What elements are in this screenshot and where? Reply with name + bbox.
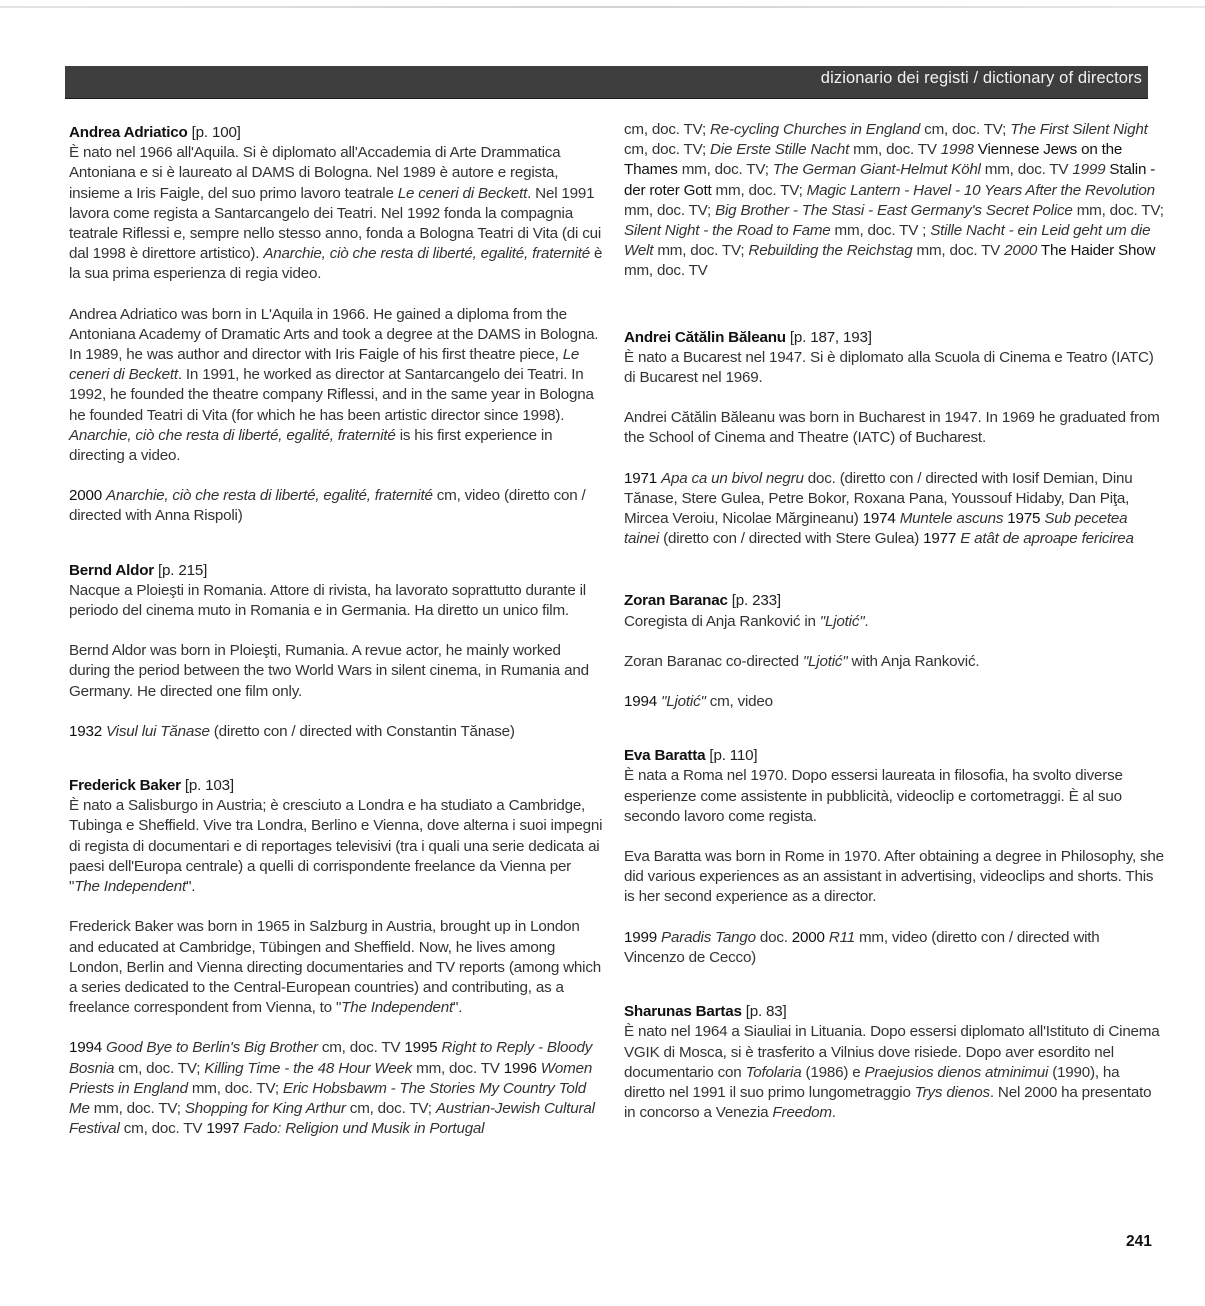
entry-italian	[624, 328, 1164, 389]
film-title: Praejusios dienos atminimui	[864, 1063, 1049, 1081]
film-details: mm, doc. TV;	[653, 242, 749, 260]
filmography	[624, 692, 1164, 712]
film-title: "Ljotić"	[661, 693, 706, 711]
film-title: Magic Lantern - Havel - 10 Years After the Revolution	[806, 181, 1155, 199]
film-title: Sub pecetea tainei	[624, 510, 1128, 548]
entry-english	[69, 641, 605, 702]
film-title: Right to Reply - Bloody Bosnia	[69, 1039, 593, 1077]
film-title: The First Silent Night	[1010, 121, 1148, 138]
bio-text: È nato nel 1964 a Siauliai in Lituania. Dopo essersi diplomato all'Istituto di Cinema VGIK di Mosca, si è trasferito a Vilnius dove risiede. Dopo aver esordito nel documentario con	[624, 1023, 1160, 1081]
entry-english	[69, 305, 605, 467]
director-entry	[624, 1002, 1164, 1123]
film-title: Trys dienos	[914, 1083, 990, 1101]
film-details: cm, doc. TV;	[345, 1099, 436, 1117]
bio-text: Coregista di Anja Ranković in	[624, 612, 820, 630]
entry-english	[624, 652, 1164, 672]
film-year: 1975	[1007, 510, 1041, 528]
director-name: Zoran Baranac	[624, 592, 728, 610]
film-title: Austrian-Jewish Cultural Festival	[69, 1099, 595, 1138]
film-title: Freedom	[772, 1104, 832, 1122]
film-details: cm, video	[705, 693, 773, 711]
film-title: Die Erste Stille Nacht	[710, 141, 850, 159]
film-title: Le ceneri di Beckett	[69, 346, 580, 384]
director-name: Bernd Aldor	[69, 561, 154, 579]
publication-title: The Independent	[341, 999, 453, 1017]
film-title: Killing Time - the 48 Hour Week	[204, 1059, 413, 1077]
film-year: 1997	[206, 1120, 240, 1138]
film-title: Shopping for King Arthur	[184, 1099, 346, 1117]
film-year: 1999	[624, 928, 657, 946]
left-column	[69, 123, 605, 1173]
film-title: Anarchie, ciò che resta di liberté, egalité, fraternité	[106, 487, 433, 505]
film-title: R11	[828, 928, 855, 946]
film-title: The German Giant-Helmut Köhl	[772, 161, 981, 179]
director-name: Andrea Adriatico	[69, 124, 188, 141]
filmography	[69, 486, 605, 526]
filmography	[69, 1038, 605, 1139]
bio-text: È nato nel 1966 all'Aquila. Si è diplomato all'Accademia di Arte Drammatica Antoniana e si è laureato al DAMS di Bologna. Nel 1989 è autore e regista, insieme a Iris Faigle, del suo primo lavoro teatrale	[69, 144, 561, 202]
entry-italian	[69, 561, 605, 622]
bio-text: Frederick Baker was born in 1965 in Salzburg in Austria, brought up in London and educated at Cambridge, Tübingen and Sheffield. Now, he lives among London, Berlin and Vienna directing documentaries and TV reports (among which a series dedicated to the Central-European countries) and contributing, as a freelance correspondent from Vienna, to "	[69, 918, 601, 1017]
entry-italian: Frederick Baker [p. 103] È nato a Salisburgo in Austria; è cresciuto a Londra e ha studiato a Cambridge, Tubinga e Sheffield. Vive tra Londra, Berlino e Vienna, dove alterna i suoi impegni di regista di documentari e di reportages televisivi (tra i quali una serie dedicata ai paesi dell'Europa centrale) a quelli di corrispondente freelance da Vienna per "The Independent".	[69, 777, 603, 896]
page-reference: [p. 100]	[191, 124, 241, 141]
bio-text: with Anja Ranković.	[847, 652, 980, 670]
film-title: Big Brother - The Stasi - East Germany's Secret Police	[715, 201, 1073, 219]
filmography-continued	[624, 120, 1164, 282]
film-title: Paradis Tango	[661, 928, 756, 946]
bio-text: Nacque a Ploieşti in Romania. Attore di rivista, ha lavorato soprattutto durante il periodo del cinema muto in Romania e in Germania. Ha diretto un unico film.	[69, 581, 586, 620]
film-title: Re-cycling Churches in England	[710, 121, 921, 138]
director-name: Andrei Cătălin Băleanu	[624, 328, 786, 346]
filmography	[624, 928, 1164, 968]
film-details: cm, doc. TV;	[624, 121, 711, 138]
top-rule	[0, 6, 1205, 8]
film-details: cm, doc. TV;	[114, 1059, 205, 1077]
page-reference: [p. 215]	[158, 561, 208, 579]
film-details: (diretto con / directed with Stere Gulea)	[659, 530, 924, 548]
film-details: cm, doc. TV;	[624, 141, 711, 159]
film-details: cm, doc. TV	[317, 1039, 405, 1057]
film-year: 2000	[791, 928, 825, 946]
page-reference: [p. 187, 193]	[789, 328, 872, 346]
director-entry	[624, 328, 1164, 550]
film-title: Le ceneri di Beckett	[397, 184, 528, 202]
entry-english	[624, 847, 1164, 908]
film-title: Eric Hobsbawm - The Stories My Country Told Me	[69, 1079, 587, 1117]
film-year: 1996	[503, 1059, 537, 1077]
film-title: Stille Nacht - ein Leid geht um die Welt	[624, 222, 1151, 260]
bio-text: Andrei Cătălin Băleanu was born in Bucharest in 1947. In 1969 he graduated from the School of Cinema and Theatre (IATC) of Bucharest.	[624, 409, 1160, 447]
filmography: cm, doc. TV; Re-cycling Churches in England cm, doc. TV; The First Silent Night cm, doc. TV; Die Erste Stille Nacht mm, doc. TV 1998 Viennese Jews on the Thames mm, doc. TV; The German Giant-Helmut Köhl mm, doc. TV 1999 Stalin - der roter Gott mm, doc. TV; Magic Lantern - Havel - 10 Years After the Revolution mm, doc. TV; Big Brother - The Stasi - East Germany's Secret Police mm, doc. TV; Silent Night - the Road to Fame mm, doc. TV ; Stille Nacht - ein Leid geht um die Welt mm, doc. TV; Rebuilding the Reichstag mm, doc. TV 2000 The Haider Show mm, doc. TV	[624, 121, 1164, 280]
entry-italian	[624, 746, 1164, 827]
film-title: Anarchie, ciò che resta di liberté, egalité, fraternité	[69, 426, 396, 444]
film-title: Muntele ascuns	[899, 510, 1004, 528]
entry-italian: Sharunas Bartas [p. 83] È nato nel 1964 a Siauliai in Lituania. Dopo essersi diplomato all'Istituto di Cinema VGIK di Mosca, si è trasferito a Vilnius dove risiede. Dopo aver esordito nel documentario con Tofolaria (1986) e Praejusios dienos atminimui (1990), ha diretto nel 1991 il suo primo lungometraggio Trys dienos. Nel 2000 ha presentato in concorso a Venezia Freedom.	[624, 1003, 1160, 1122]
director-name: Sharunas Bartas	[624, 1003, 742, 1021]
film-details: cm, doc. TV;	[920, 121, 1011, 138]
section-title: dizionario dei registi / dictionary of directors	[820, 69, 1142, 87]
film-details: mm, video (diretto con / directed with Vincenzo de Cecco)	[624, 928, 1100, 966]
film-year: 2000	[69, 487, 102, 505]
director-entry	[624, 591, 1164, 712]
film-title: Women Priests in England	[69, 1059, 593, 1097]
film-details: mm, doc. TV	[849, 141, 941, 159]
film-year: 1994	[624, 693, 657, 711]
film-details: cm, doc. TV	[119, 1120, 207, 1138]
film-title: Tofolaria	[745, 1063, 802, 1081]
film-title: E atât de aproape fericirea	[960, 530, 1134, 548]
film-year: The Haider Show	[1040, 242, 1156, 260]
film-year: 1995	[404, 1039, 438, 1057]
page-number: 241	[1126, 1233, 1152, 1250]
film-details: doc.	[755, 928, 792, 946]
film-details: mm, doc. TV	[412, 1059, 504, 1077]
filmography	[624, 469, 1164, 550]
director-entry	[69, 776, 605, 1139]
director-name: Frederick Baker	[69, 777, 181, 795]
entry-english	[624, 408, 1164, 448]
director-entry	[69, 561, 605, 742]
publication-title: The Independent	[74, 878, 187, 896]
film-details: mm, doc. TV	[912, 242, 1005, 260]
film-year: Viennese Jews on the Thames	[624, 141, 1123, 179]
film-title: Visul lui Tănase	[106, 722, 210, 740]
bio-text: È nato a Salisburgo in Austria; è cresciuto a Londra e ha studiato a Cambridge, Tubinga e Sheffield. Vive tra Londra, Berlino e Vienna, dove alterna i suoi impegni di regista di documentari e di reportages televisivi (tra i quali una serie dedicata ai paesi dell'Europa centrale) a quelli di corrispondente freelance da Vienna per "	[69, 797, 603, 896]
film-title: 2000	[1004, 242, 1038, 260]
film-title: Good Bye to Berlin's Big Brother	[106, 1039, 318, 1057]
page-reference: [p. 110]	[709, 747, 758, 765]
film-title: Fado: Religion und Musik in Portugal	[243, 1120, 485, 1138]
film-details: mm, doc. TV;	[187, 1079, 283, 1097]
right-column	[624, 120, 1164, 1157]
film-details: mm, doc. TV;	[624, 201, 716, 219]
section-header-band	[65, 66, 1148, 99]
film-details: mm, doc. TV ;	[830, 222, 931, 240]
bio-text: Bernd Aldor was born in Ploieşti, Rumania. A revue actor, he mainly worked during the period between the two World Wars in silent cinema, in Rumania and Germany. He directed one film only.	[69, 642, 589, 700]
film-title: Rebuilding the Reichstag	[748, 242, 913, 260]
film-details: mm, doc. TV	[980, 161, 1073, 179]
bio-text: (1986) e	[801, 1063, 865, 1081]
film-details: mm, doc. TV;	[1072, 201, 1164, 219]
page-reference: [p. 103]	[184, 777, 234, 795]
bio-text: è la sua prima esperienza di regia video.	[69, 245, 603, 283]
bio-text: (1990), ha diretto nel 1991 il suo primo lungometraggio	[624, 1063, 1120, 1101]
director-name: Eva Baratta	[624, 747, 706, 765]
film-title: "Ljotić"	[819, 612, 865, 630]
bio-text: . Nel 1991 lavora come regista a Santarcangelo dei Teatri. Nel 1992 fonda la compagnia teatrale Riflessi e, sempre nello stesso anno, fonda a Bologna Teatri di Vita (di cui dal 1998 è direttore artistico).	[69, 184, 602, 263]
director-entry	[624, 746, 1164, 968]
film-year: 1971	[624, 469, 657, 487]
filmography	[69, 722, 605, 742]
film-title: Silent Night - the Road to Fame	[624, 222, 831, 240]
film-title: Apa ca un bivol negru	[661, 469, 804, 487]
bio-text: Eva Baratta was born in Rome in 1970. After obtaining a degree in Philosophy, she did various experiences as an assistant in advertising, videoclips and shorts. This is her second experience as a director.	[624, 848, 1164, 906]
bio-text: . In 1991, he worked as director at Santarcangelo dei Teatri. In 1992, he founded the theatre company Riflessi, and in the same year in Bologna he founded Teatri di Vita (for which he has been artistic director since 1998).	[69, 366, 594, 424]
film-details: mm, doc. TV;	[89, 1099, 185, 1117]
director-entry	[69, 123, 605, 527]
entry-italian: Zoran Baranac [p. 233] Coregista di Anja Ranković in "Ljotić".	[624, 592, 869, 630]
film-title: Anarchie, ciò che resta di liberté, egalité, fraternité	[263, 245, 591, 263]
bio-text: È nata a Roma nel 1970. Dopo essersi laureata in filosofia, ha svolto diverse esperienze come assistente in pubblicità, videoclip e cortometraggi. È al suo secondo lavoro come regista.	[624, 767, 1123, 825]
bio-text: . Nel 2000 ha presentato in concorso a Venezia	[624, 1083, 1152, 1122]
film-year: 1932	[69, 722, 102, 740]
bio-text: Andrea Adriatico was born in L'Aquila in 1966. He gained a diploma from the Antoniana Academy of Dramatic Arts and took a degree at the DAMS in Bologna. In 1989, he was author and director with Iris Faigle of his first theatre piece,	[69, 305, 599, 364]
page-reference: [p. 233]	[731, 592, 781, 610]
film-year: 1994	[69, 1039, 102, 1057]
bio-text: is his first experience in directing a video.	[69, 426, 553, 465]
film-title: 1998	[940, 141, 974, 159]
film-year: Stalin - der roter Gott	[624, 161, 1156, 199]
film-title: "Ljotić"	[802, 652, 848, 670]
film-details: cm, video (diretto con / directed with Anna Rispoli)	[69, 487, 586, 525]
film-title: 1999	[1072, 161, 1106, 179]
film-details: doc. (diretto con / directed with Iosif Demian, Dinu Tănase, Stere Gulea, Petre Bokor, Roxana Pana, Youssouf Hidaby, Dan Piţa, Mircea Veroiu, Nicolae Mărgineanu)	[624, 469, 1133, 528]
film-details: (diretto con / directed with Constantin Tănase)	[209, 722, 515, 740]
bio-text: Zoran Baranac co-directed	[624, 652, 803, 670]
entry-english: Frederick Baker was born in 1965 in Salzburg in Austria, brought up in London and educated at Cambridge, Tübingen and Sheffield. Now, he lives among London, Berlin and Vienna directing documentaries and TV reports (among which a series dedicated to the Central-European countries) and contributing, as a freelance correspondent from Vienna, to "The Independent".	[69, 918, 601, 1017]
page-reference: [p. 83]	[745, 1003, 787, 1021]
bio-text: È nato a Bucarest nel 1947. Si è diplomato alla Scuola di Cinema e Teatro (IATC) di Bucarest nel 1969.	[624, 348, 1154, 387]
film-year: 1977	[923, 530, 957, 548]
film-year: 1974	[862, 510, 896, 528]
entry-italian	[69, 123, 605, 285]
